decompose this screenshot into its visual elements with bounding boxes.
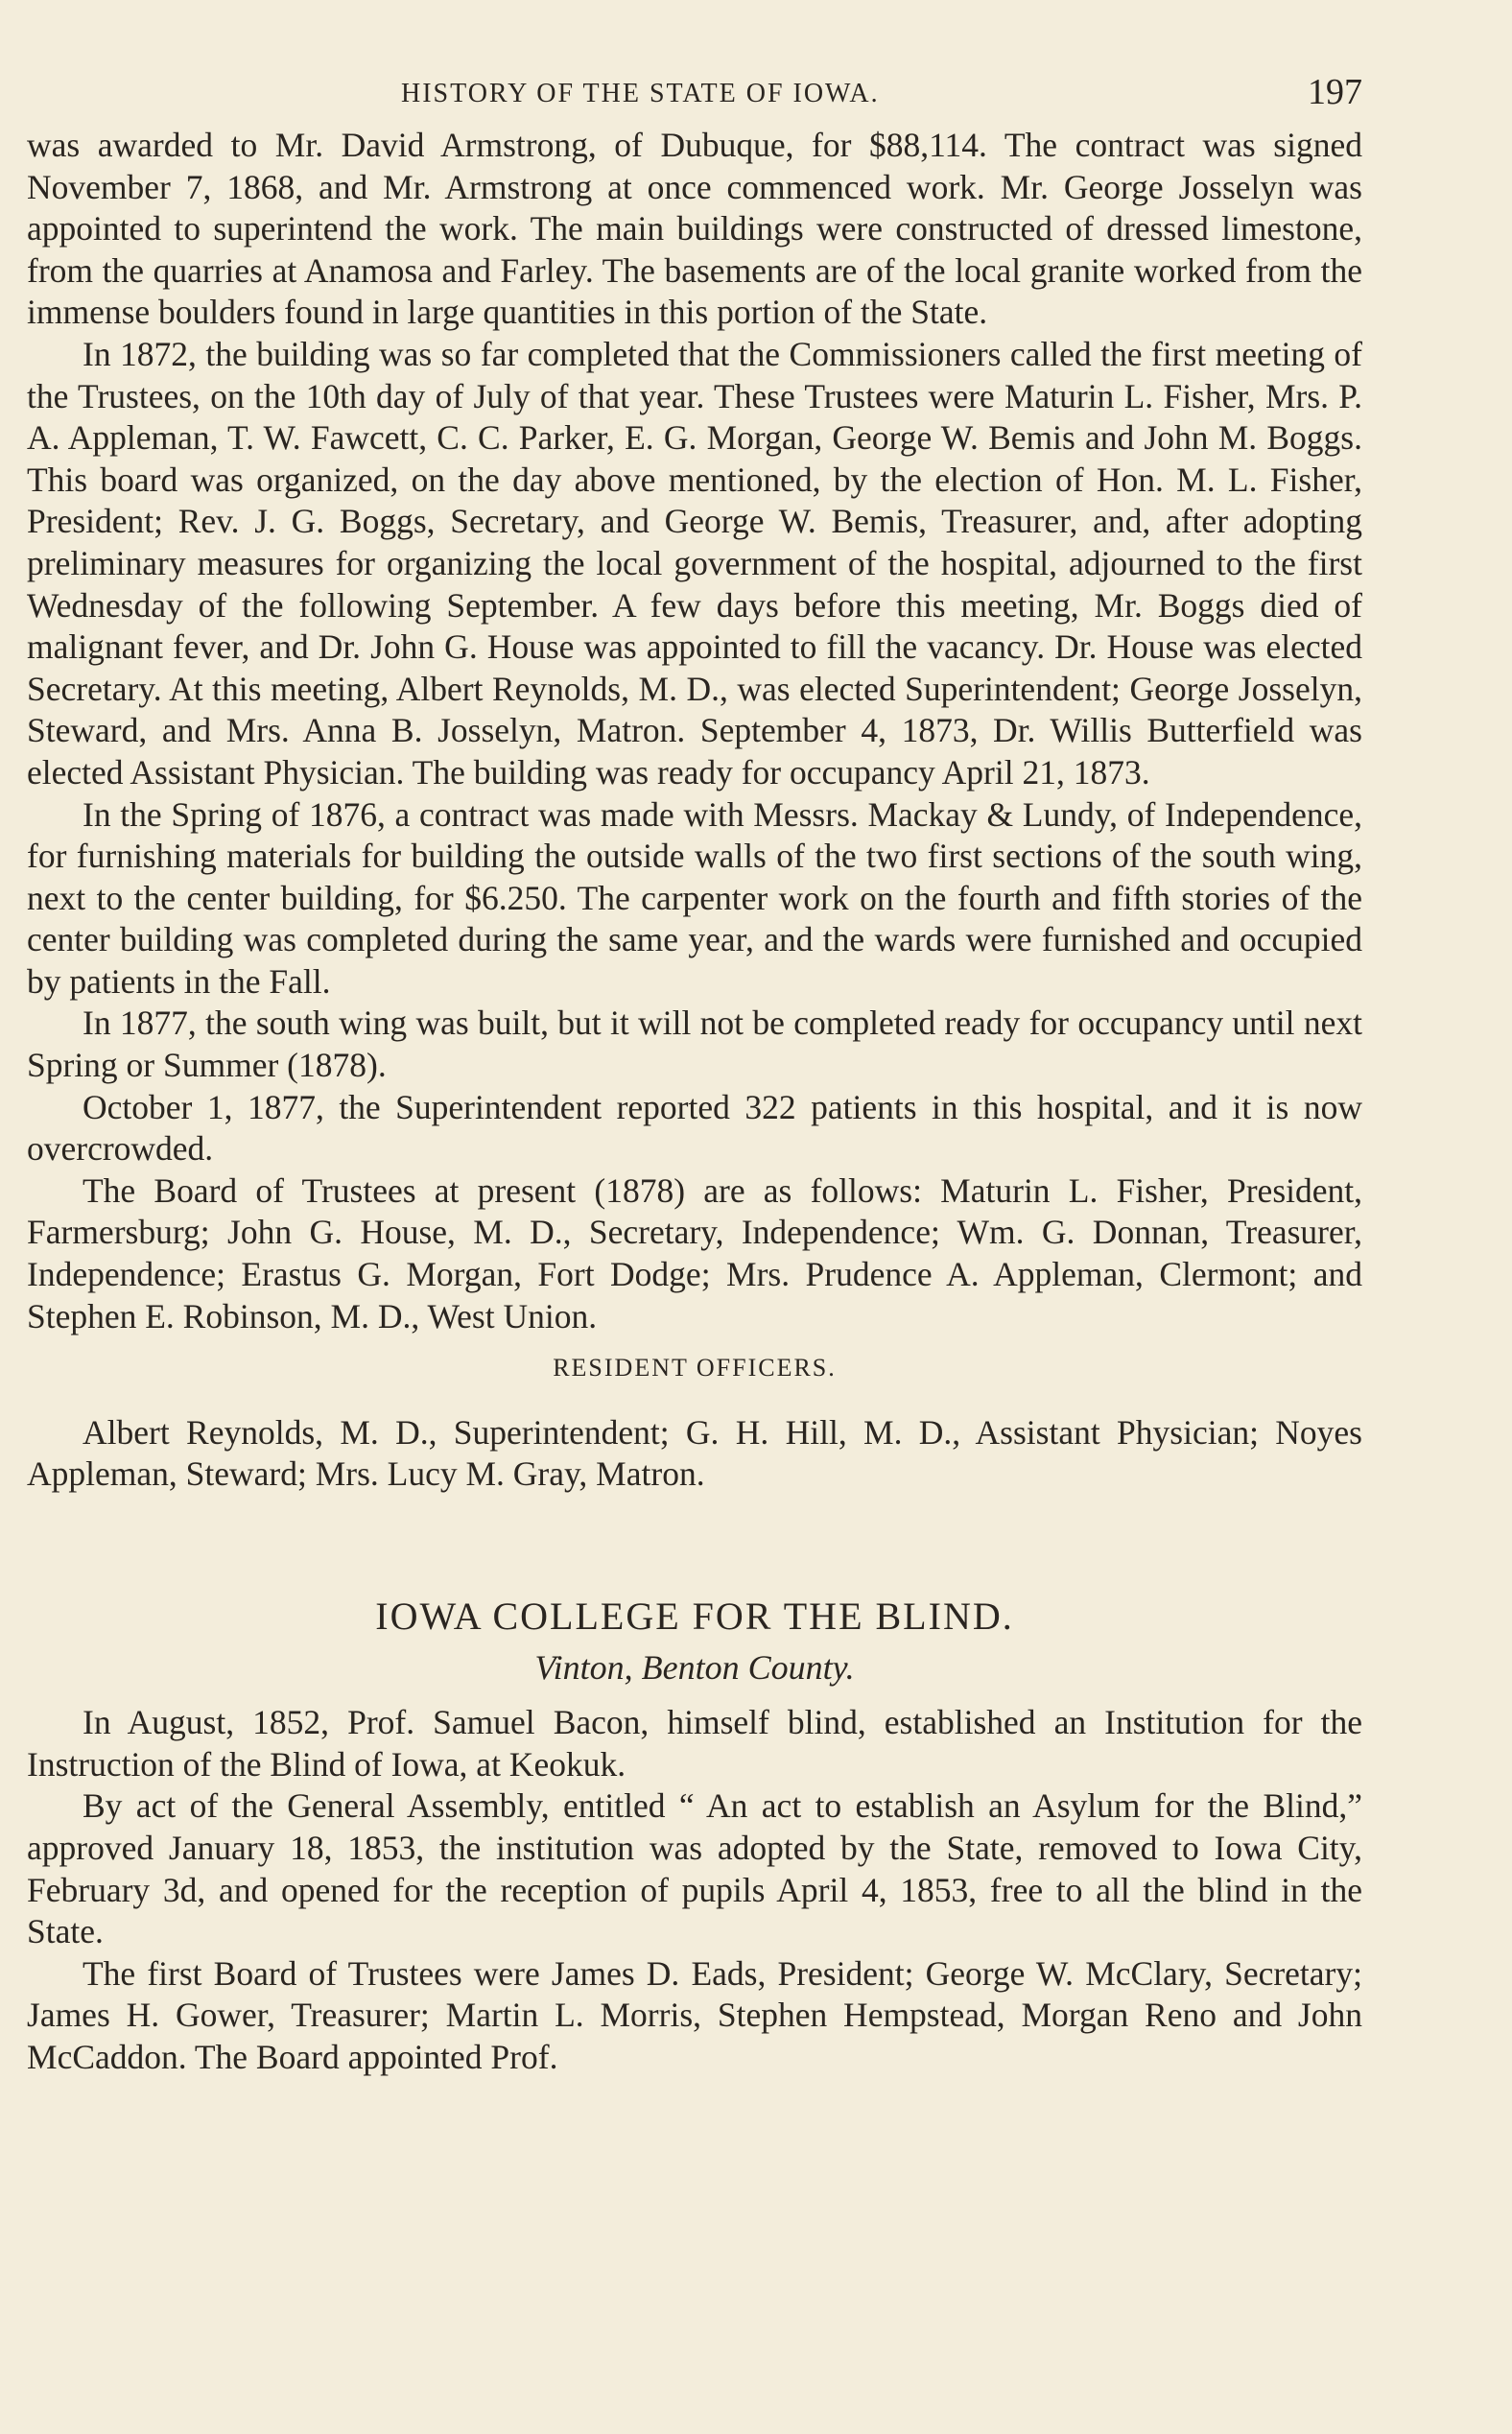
paragraph: In August, 1852, Prof. Samuel Bacon, himself blind, established an Institution for the Instruction of the Blind of Iowa, at Keokuk. — [27, 1703, 1362, 1784]
paragraph: The Board of Trustees at present (1878) are as follows: Maturin L. Fisher, President, Farmersburg; John G. House, M. D., Secretary, Independence; Wm. G. Donnan, Treasurer, Independence; Erastus G. Morgan, Fort Dodge; Mrs. Prudence A. Appleman, Clermont; and Stephen E. Robinson, M. D., West Union. — [27, 1170, 1362, 1335]
running-header — [27, 67, 1362, 125]
resident-officers-text: Albert Reynolds, M. D., Superintendent; G. H. Hill, M. D., Assistant Physician; Noyes Appleman, Steward; Mrs. Lucy M. Gray, Matron. — [27, 1412, 1362, 1494]
paragraph: October 1, 1877, the Superintendent reported 322 patients in this hospital, and it is now overcrowded. — [27, 1087, 1362, 1169]
section-subtitle: Vinton, Benton County. — [534, 1647, 855, 1687]
body-text — [27, 125, 1362, 2079]
paragraph: In 1872, the building was so far completed that the Commissioners called the first meeting of the Trustees, on the 10th day of July of that year. These Trustees were Maturin L. Fisher, Mrs. P. A. Appleman, T. W. Fawcett, C. C. Parker, E. G. Morgan, George W. Bemis and John M. Boggs. This board was organized, on the day above mentioned, by the election of Hon. M. L. Fisher, President; Rev. J. G. Boggs, Secretary, and George W. Bemis, Treasurer, and, after adopting preliminary measures for organizing the local government of the hospital, adjourned to the first Wednesday of the following September. A few days before this meeting, Mr. Boggs died of malignant fever, and Dr. John G. House was appointed to fill the vacancy. Dr. House was elected Secretary. At this meeting, Albert Reynolds, M. D., was elected Superintendent; George Josselyn, Steward, and Mrs. Anna B. Josselyn, Matron. September 4, 1873, Dr. Willis Butterfield was elected Assistant Physician. The building was ready for occupancy April 21, 1873. — [27, 334, 1362, 792]
paragraph: In 1877, the south wing was built, but it will not be completed ready for occupancy until next Spring or Summer (1878). — [27, 1004, 1362, 1085]
running-title: HISTORY OF THE STATE OF IOWA. — [401, 79, 880, 108]
page-number: 197 — [1308, 72, 1362, 112]
resident-officers-heading: RESIDENT OFFICERS. — [553, 1354, 837, 1382]
paragraph: The first Board of Trustees were James D. Eads, President; George W. McClary, Secretary; James H. Gower, Treasurer; Martin L. Morris, Stephen Hempstead, Morgan Reno and John McCaddon. The Board appointed Prof. — [27, 1953, 1362, 2076]
paragraph: By act of the General Assembly, entitled “ An act to establish an Asylum for the Blind,” approved January 18, 1853, the institution was adopted by the State, removed to Iowa City, February 3d, and opened for the reception of pupils April 4, 1853, free to all the blind in the State. — [27, 1786, 1362, 1951]
page-content — [27, 67, 1362, 2079]
section-title: IOWA COLLEGE FOR THE BLIND. — [375, 1595, 1014, 1638]
paragraph: was awarded to Mr. David Armstrong, of Dubuque, for $88,114. The contract was signed November 7, 1868, and Mr. Armstrong at once commenced work. Mr. George Josselyn was appointed to superintend the work. The main buildings were constructed of dressed limestone, from the quarries at Anamosa and Farley. The basements are of the local granite worked from the immense boulders found in large quantities in this portion of the State. — [27, 126, 1362, 332]
paragraph: In the Spring of 1876, a contract was made with Messrs. Mackay & Lundy, of Independence, for furnishing materials for building the outside walls of the two first sections of the south wing, next to the center building, for $6.250. The carpenter work on the fourth and fifth stories of the center building was completed during the same year, and the wards were furnished and occupied by patients in the Fall. — [27, 794, 1362, 1001]
